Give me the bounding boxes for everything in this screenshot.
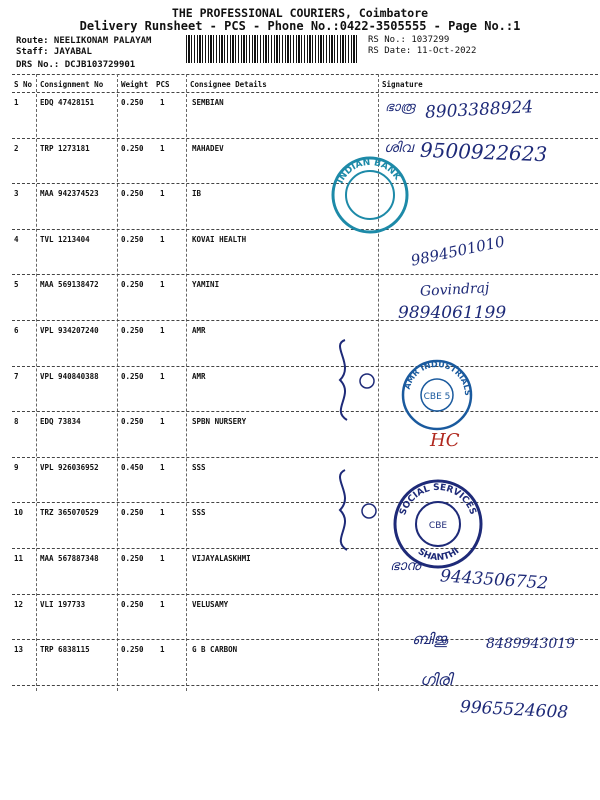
row-divider xyxy=(12,548,598,549)
handwritten-phone: 9894501010 xyxy=(409,232,507,270)
row-consignment: TVL 1213404 xyxy=(40,234,90,244)
brace-mark xyxy=(325,335,405,425)
col-header-weight: Weight xyxy=(121,80,149,89)
row-divider xyxy=(12,138,598,139)
row-weight: 0.250 xyxy=(121,371,144,381)
row-divider xyxy=(12,229,598,230)
staff-label: Staff: JAYABAL xyxy=(16,47,92,57)
row-consignment: MAA 942374523 xyxy=(40,189,99,199)
amr-industrials-stamp xyxy=(400,358,475,433)
row-weight: 0.250 xyxy=(121,417,144,427)
row-divider xyxy=(12,457,598,458)
row-consignment: EDQ 73834 xyxy=(40,417,81,427)
row-consignee: AMR xyxy=(192,371,206,381)
row-consignment: VPL 934207240 xyxy=(40,326,99,335)
row-sno: 4 xyxy=(14,234,19,244)
row-pcs: 1 xyxy=(160,554,165,563)
row-consignee: SSS xyxy=(192,508,206,518)
row-pcs: 1 xyxy=(160,599,165,609)
handwritten-phone: 9443506752 xyxy=(439,566,549,594)
row-divider xyxy=(12,685,598,686)
shanthi-social-services-stamp xyxy=(392,478,484,570)
row-weight: 0.250 xyxy=(121,599,144,609)
row-pcs: 1 xyxy=(160,645,165,655)
row-weight: 0.250 xyxy=(121,98,144,107)
row-consignee: IB xyxy=(192,189,202,199)
row-consignee: SPBN NURSERY xyxy=(192,417,247,427)
rs-number: RS No.: 1037299 xyxy=(368,35,450,45)
row-weight: 0.250 xyxy=(121,280,144,290)
col-header-sno: S No xyxy=(14,80,33,89)
signature-scribble: ബിജു xyxy=(412,630,448,648)
row-divider xyxy=(12,502,598,503)
row-pcs: 1 xyxy=(160,143,165,153)
row-pcs: 1 xyxy=(160,462,165,472)
row-divider xyxy=(12,320,598,321)
row-weight: 0.250 xyxy=(121,554,144,563)
row-pcs: 1 xyxy=(160,508,165,518)
svg-text:CBE 5: CBE 5 xyxy=(423,392,451,402)
row-consignment: TRZ 365070529 xyxy=(40,508,99,518)
row-consignment: TRP 6838115 xyxy=(40,645,90,655)
row-consignment: EDQ 47428151 xyxy=(40,98,95,107)
row-consignee: AMR xyxy=(192,326,206,335)
handwritten-phone: 8489943019 xyxy=(486,636,576,652)
row-sno: 10 xyxy=(14,508,24,518)
page-title: THE PROFESSIONAL COURIERS, Coimbatore xyxy=(171,6,429,20)
row-sno: 5 xyxy=(14,280,19,290)
row-pcs: 1 xyxy=(160,234,165,244)
svg-text:SHANTHI: SHANTHI xyxy=(415,546,462,564)
row-pcs: 1 xyxy=(160,280,165,290)
brace-mark xyxy=(325,465,405,555)
row-consignee: SSS xyxy=(192,462,206,472)
row-consignee: VELUSAMY xyxy=(192,599,229,609)
row-consignee: KOVAI HEALTH xyxy=(192,234,247,244)
row-pcs: 1 xyxy=(160,417,165,427)
handwritten-name: Govindraj xyxy=(419,280,490,300)
handwritten-phone: 9965524608 xyxy=(459,697,569,723)
row-divider xyxy=(12,274,598,275)
handwritten-phone: 9894061199 xyxy=(398,303,507,323)
row-weight: 0.250 xyxy=(121,508,144,518)
row-consignment: VPL 940840388 xyxy=(40,371,99,381)
row-consignee: SEMBIAN xyxy=(192,98,224,107)
row-sno: 3 xyxy=(14,189,19,199)
svg-text:SOCIAL SERVICES: SOCIAL SERVICES xyxy=(398,482,478,517)
page-subtitle: Delivery Runsheet - PCS - Phone No.:0422-3505555 - Page No.:1 xyxy=(79,19,521,33)
row-consignee: YAMINI xyxy=(192,280,220,290)
row-divider xyxy=(12,366,598,367)
row-pcs: 1 xyxy=(160,98,165,107)
row-divider xyxy=(12,411,598,412)
row-weight: 0.250 xyxy=(121,234,144,244)
row-consignment: TRP 1273181 xyxy=(40,143,90,153)
row-weight: 0.250 xyxy=(121,645,144,655)
row-sno: 1 xyxy=(14,98,19,107)
row-sno: 11 xyxy=(14,554,24,563)
handwritten-phone: 8903388924 xyxy=(424,97,534,123)
indian-bank-stamp xyxy=(330,155,410,235)
row-pcs: 1 xyxy=(160,189,165,199)
row-consignment: MAA 567887348 xyxy=(40,554,99,563)
row-consignment: MAA 569138472 xyxy=(40,280,99,290)
row-consignment: VPL 926036952 xyxy=(40,462,99,472)
col-header-pcs: PCS xyxy=(156,80,170,89)
row-sno: 12 xyxy=(14,599,24,609)
row-pcs: 1 xyxy=(160,371,165,381)
row-weight: 0.250 xyxy=(121,143,144,153)
row-divider xyxy=(12,183,598,184)
rs-date: RS Date: 11-Oct-2022 xyxy=(368,46,477,56)
header-rule xyxy=(12,92,598,93)
barcode xyxy=(186,35,358,63)
route-label: Route: NEELIKONAM PALAYAM xyxy=(16,36,152,46)
signature-scribble: ഗിരി xyxy=(420,670,452,689)
signature-scribble: ശിവ xyxy=(384,140,413,156)
signature-scribble: ഭാനു xyxy=(390,558,421,574)
row-consignment: VLI 197733 xyxy=(40,599,86,609)
row-consignee: VIJAYALASKHMI xyxy=(192,554,251,563)
row-sno: 2 xyxy=(14,143,19,153)
row-pcs: 1 xyxy=(160,326,165,335)
row-sno: 7 xyxy=(14,371,19,381)
row-weight: 0.250 xyxy=(121,326,144,335)
row-sno: 13 xyxy=(14,645,24,655)
table-top-rule xyxy=(12,74,598,75)
drs-number: DRS No.: DCJB103729901 xyxy=(16,60,136,70)
row-sno: 8 xyxy=(14,417,19,427)
col-header-consignment: Consignment No xyxy=(40,80,104,89)
svg-text:AMR INDUSTRIALS: AMR INDUSTRIALS xyxy=(402,359,473,397)
handwritten-initials: HC xyxy=(430,430,460,451)
row-sno: 6 xyxy=(14,326,19,335)
row-weight: 0.250 xyxy=(121,189,144,199)
handwritten-phone: 9500922623 xyxy=(419,137,548,167)
col-divider xyxy=(186,74,187,691)
col-divider xyxy=(117,74,118,691)
row-consignee: MAHADEV xyxy=(192,143,224,153)
svg-text:INDIAN BANK: INDIAN BANK xyxy=(335,157,403,186)
signature-scribble: ഭാരൂ xyxy=(385,100,415,115)
svg-text:CBE: CBE xyxy=(428,521,448,531)
row-sno: 9 xyxy=(14,462,19,472)
col-divider xyxy=(36,74,37,691)
col-header-signature: Signature xyxy=(382,80,423,89)
row-weight: 0.450 xyxy=(121,462,144,472)
row-divider xyxy=(12,594,598,595)
col-header-consignee: Consignee Details xyxy=(190,80,267,89)
row-consignee: G B CARBON xyxy=(192,645,238,655)
